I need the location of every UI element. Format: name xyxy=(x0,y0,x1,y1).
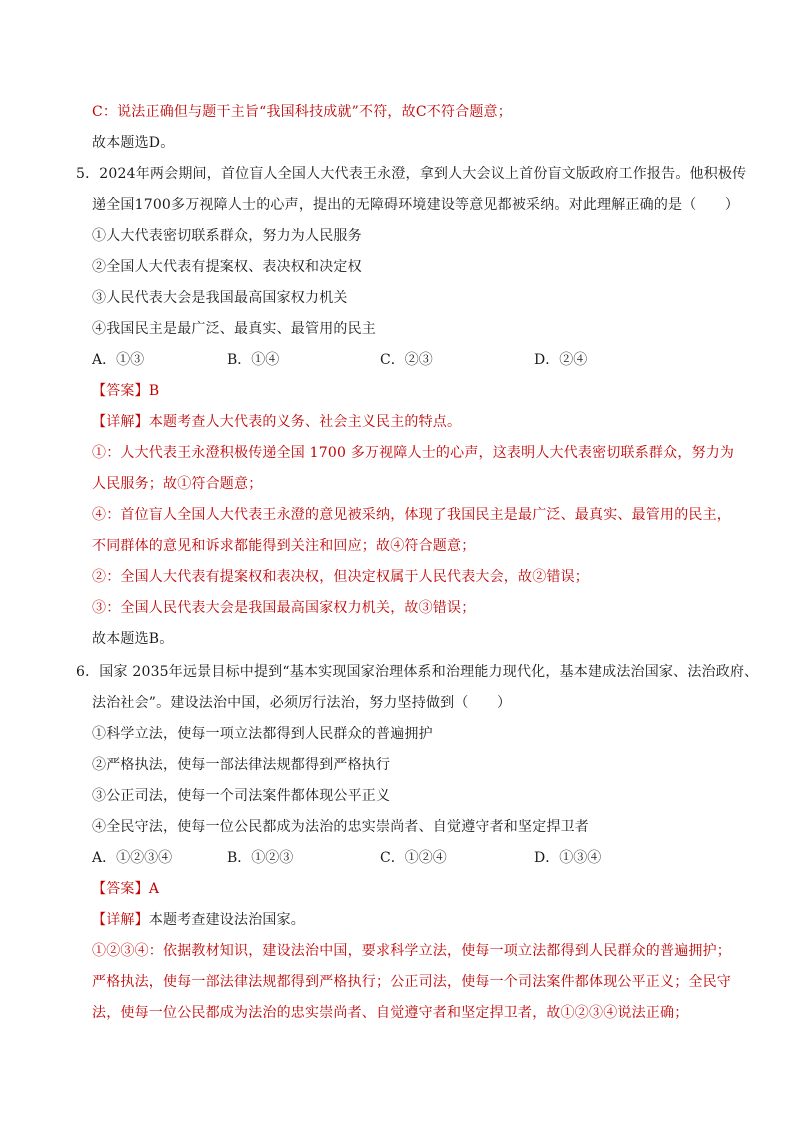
c-explanation-text: C：说法正确但与题干主旨“我国科技成就”不符，故C不符合题意； xyxy=(92,104,512,120)
q5-option-a: A．①③ xyxy=(92,352,145,368)
q6-detail-intro: 本题考查建设法治国家。 xyxy=(148,912,306,928)
q6-options xyxy=(92,848,712,868)
q6-answer xyxy=(92,879,159,899)
q6-stem-line1: 6．国家 2035年远景目标中提到“基本实现国家治理体系和治理能力现代化，基本建成法治国家、法治政府、 xyxy=(76,664,759,680)
q5-item-2: ②全国人大代表有提案权、表决权和决定权 xyxy=(92,259,362,275)
q5-exp4-line1: ④：首位盲人全国人大代表王永澄的意见被采纳，体现了我国民主是最广泛、最真实、最管用的民主， xyxy=(92,507,731,523)
c-explanation xyxy=(92,102,512,122)
q6-option-a: A．①②③④ xyxy=(92,850,173,866)
q5-option-c: C．②③ xyxy=(380,352,433,368)
q6-exp-line3: 法，使每一位公民都成为法治的忠实崇尚者、自觉遵守者和坚定捍卫者，故①②③④说法正确； xyxy=(92,1005,689,1021)
q5-detail xyxy=(92,412,461,432)
q6-item-3: ③公正司法，使每一个司法案件都体现公平正义 xyxy=(92,788,391,804)
q5-stem-line1: 5．2024年两会期间，首位盲人全国人大代表王永澄，拿到人大会议上首份盲文版政府工作报告。他积极传 xyxy=(76,166,747,182)
q6-exp-line2: 严格执法，使每一部法律法规都得到严格执行；公正司法，使每一个司法案件都体现公平正义；全民守 xyxy=(92,974,731,990)
q5-detail-label: 【详解】 xyxy=(92,414,149,430)
q5-conclusion: 故本题选B。 xyxy=(92,631,174,647)
q6-option-c: C．①②④ xyxy=(380,850,447,866)
q6-exp-line1: ①②③④：依据教材知识，建设法治中国，要求科学立法，使每一项立法都得到人民群众的普遍拥护； xyxy=(92,943,731,959)
q5-answer-label: 【答案】 xyxy=(92,383,149,399)
q5-exp2: ②：全国人大代表有提案权和表决权，但决定权属于人民代表大会，故②错误； xyxy=(92,569,589,585)
q6-answer-label: 【答案】 xyxy=(92,881,149,897)
q5-exp3: ③：全国人民代表大会是我国最高国家权力机关，故③错误； xyxy=(92,600,476,616)
q6-detail xyxy=(92,910,305,930)
q5-exp1-line2: 人民服务；故①符合题意； xyxy=(92,476,263,492)
q5-item-1: ①人大代表密切联系群众，努力为人民服务 xyxy=(92,228,362,244)
q5-item-3: ③人民代表大会是我国最高国家权力机关 xyxy=(92,290,348,306)
q6-detail-label: 【详解】 xyxy=(92,912,149,928)
q6-option-d: D．①③④ xyxy=(534,850,602,866)
q5-stem-line2: 递全国1700多万视障人士的心声，提出的无障碍环境建设等意见都被采纳。对此理解正确的是（ ） xyxy=(92,197,740,213)
q5-detail-intro: 本题考查人大代表的义务、社会主义民主的特点。 xyxy=(148,414,462,430)
prev-conclusion: 故本题选D。 xyxy=(92,135,175,151)
q6-stem-line2: 法治社会”。建设法治中国，必须厉行法治，努力坚持做到（ ） xyxy=(92,695,512,711)
q6-item-2: ②严格执法，使每一部法律法规都得到严格执行 xyxy=(92,757,391,773)
q5-answer-value: B xyxy=(148,383,160,399)
q6-option-b: B．①②③ xyxy=(227,850,294,866)
q5-answer xyxy=(92,381,159,401)
q5-exp1-line1: ①：人大代表王永澄积极传递全国 1700 多万视障人士的心声，这表明人大代表密切联系群众，努力为 xyxy=(92,445,735,461)
q6-answer-value: A xyxy=(148,881,160,897)
q6-item-4: ④全民守法，使每一位公民都成为法治的忠实崇尚者、自觉遵守者和坚定捍卫者 xyxy=(92,819,589,835)
q6-item-1: ①科学立法，使每一项立法都得到人民群众的普遍拥护 xyxy=(92,726,433,742)
q5-option-d: D．②④ xyxy=(534,352,588,368)
q5-exp4-line2: 不同群体的意见和诉求都能得到关注和回应；故④符合题意； xyxy=(92,538,476,554)
q5-item-4: ④我国民主是最广泛、最真实、最管用的民主 xyxy=(92,321,376,337)
q5-options xyxy=(92,350,712,370)
q5-option-b: B．①④ xyxy=(227,352,280,368)
